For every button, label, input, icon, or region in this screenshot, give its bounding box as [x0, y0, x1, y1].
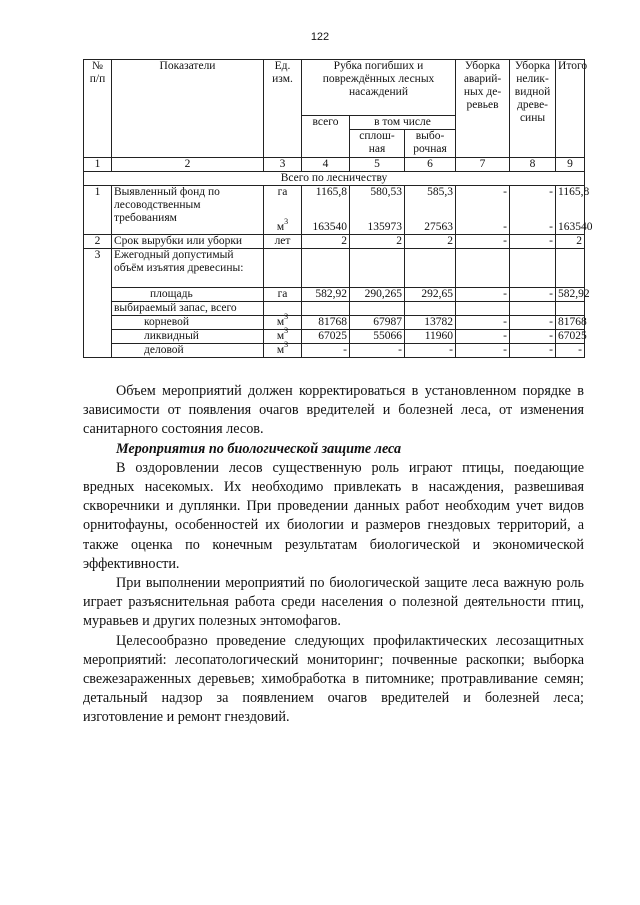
header-unit: Ед. изм.: [264, 60, 302, 158]
header-indicators: Показатели: [112, 60, 264, 158]
row-label: деловой: [112, 343, 264, 357]
table-cell: 163540: [302, 221, 350, 235]
header-selective: выбо- рочная: [405, 130, 456, 158]
paragraph: В оздоровлении лесов существенную роль играют птицы, поедающие вредных насекомых. Их необходимо привлекать в насаждения, развешивая скворечники и дуплянки. При проведении данных работ необходим учет видов орнитофауны, особенностей их биологии и размеров гнездовых территорий, а также оценка по конечным результатам биологической и экономической эффективности.: [83, 459, 584, 572]
empty-cell: [556, 301, 585, 315]
table-cell: -: [405, 343, 456, 357]
empty-cell: [405, 248, 456, 287]
table-cell: -: [510, 315, 556, 329]
table-cell: 290,265: [350, 287, 405, 301]
colnum: 5: [350, 158, 405, 172]
header-total: Итого: [556, 60, 585, 158]
unit-cell: [264, 311, 302, 329]
unit-exponent: 3: [284, 339, 289, 349]
table-cell: 11960: [405, 329, 456, 343]
unit-cell: [264, 325, 302, 343]
table-cell: 582,92: [302, 287, 350, 301]
empty-cell: [264, 248, 302, 287]
header-clear: сплош- ная: [350, 130, 405, 158]
header-incl: в том числе: [350, 116, 456, 130]
row-label: Выявленный фонд по лесоводственным требованиям: [112, 186, 264, 235]
empty-cell: [556, 248, 585, 287]
column-numbers-row: [84, 158, 585, 172]
table-cell: 1165,8: [556, 186, 585, 221]
table-cell: -: [556, 343, 585, 357]
body-text: [83, 382, 584, 728]
table-cell: 292,65: [405, 287, 456, 301]
empty-cell: [510, 301, 556, 315]
colnum: 8: [510, 158, 556, 172]
table-cell: -: [456, 221, 510, 235]
table-cell: -: [510, 186, 556, 221]
colnum: 7: [456, 158, 510, 172]
table-cell: -: [456, 343, 510, 357]
paragraph: При выполнении мероприятий по биологической защите леса важную роль играет разъяснительная работа среди населения о полезной деятельности птиц, муравьев и других полезных энтомофагов.: [83, 575, 584, 630]
table-cell: -: [510, 234, 556, 248]
table-cell: 67025: [302, 329, 350, 343]
table-cell: -: [456, 234, 510, 248]
unit-text: м: [276, 329, 285, 342]
colnum: 9: [556, 158, 585, 172]
colnum: 1: [84, 158, 112, 172]
table-cell: -: [456, 186, 510, 221]
empty-cell: [456, 248, 510, 287]
page-number: 122: [310, 31, 330, 43]
table-cell: 81768: [556, 315, 585, 329]
empty-cell: [302, 301, 350, 315]
table-cell: 2: [556, 234, 585, 248]
colnum: 2: [112, 158, 264, 172]
table-cell: -: [302, 343, 350, 357]
row-label: корневой: [112, 315, 264, 329]
table-cell: 27563: [405, 221, 456, 235]
row-num: 3: [84, 248, 112, 357]
empty-cell: [350, 248, 405, 287]
table-cell: -: [456, 287, 510, 301]
header-nonliquid: Уборка нелик-видной древе-сины: [510, 60, 556, 158]
empty-cell: [510, 248, 556, 287]
unit-exponent: 3: [284, 311, 289, 321]
table-cell: 1165,8: [302, 186, 350, 221]
row-label: Срок вырубки или уборки: [112, 234, 264, 248]
row-num: 2: [84, 234, 112, 248]
unit-text: м: [276, 315, 285, 328]
unit-text: м: [276, 220, 285, 233]
unit-cell: га: [264, 186, 302, 221]
table-cell: -: [510, 329, 556, 343]
section-title: Всего по лесничеству: [84, 172, 585, 186]
table-cell: 2: [350, 234, 405, 248]
row-label: ликвидный: [112, 329, 264, 343]
table-cell: 585,3: [405, 186, 456, 221]
paragraph: Целесообразно проведение следующих профилактических лесозащитных мероприятий: лесопатологический мониторинг; почвенные раскопки; выборка свежезараженных деревьев; химобработка в питомнике; протравливание семян; детальный надзор за появлением очагов вредителей и болезней леса; изготовление и ремонт гнездовий.: [83, 632, 584, 726]
unit-text: м: [276, 343, 285, 356]
empty-cell: [264, 301, 302, 315]
empty-cell: [302, 248, 350, 287]
section-heading: Мероприятия по биологической защите леса: [116, 440, 402, 457]
unit-cell: лет: [264, 234, 302, 248]
colnum: 3: [264, 158, 302, 172]
unit-exponent: 3: [284, 216, 289, 226]
table-cell: -: [510, 287, 556, 301]
colnum: 6: [405, 158, 456, 172]
header-all: всего: [302, 116, 350, 158]
table-cell: 580,53: [350, 186, 405, 221]
header-emergency: Уборка аварий-ных де-ревьев: [456, 60, 510, 158]
table-cell: -: [456, 329, 510, 343]
table-cell: 55066: [350, 329, 405, 343]
unit-exponent: 3: [284, 325, 289, 335]
table-cell: 67025: [556, 329, 585, 343]
row-label: площадь: [112, 287, 264, 301]
empty-cell: [350, 301, 405, 315]
table-cell: 163540: [556, 221, 585, 235]
table-cell: -: [510, 343, 556, 357]
row-label: Ежегодный допустимый объём изъятия древесины:: [112, 248, 264, 287]
empty-cell: [405, 301, 456, 315]
colnum: 4: [302, 158, 350, 172]
felling-table: [83, 59, 593, 358]
table-cell: 135973: [350, 221, 405, 235]
row-label: выбираемый запас, всего: [112, 301, 264, 315]
table-cell: 81768: [302, 315, 350, 329]
table-cell: -: [456, 315, 510, 329]
header-num: № п/п: [84, 60, 112, 158]
unit-cell: га: [264, 287, 302, 301]
table-cell: 2: [405, 234, 456, 248]
unit-cell: [264, 216, 302, 235]
unit-cell: [264, 339, 302, 357]
table-cell: 2: [302, 234, 350, 248]
table-cell: 13782: [405, 315, 456, 329]
empty-cell: [456, 301, 510, 315]
paragraph: Объем мероприятий должен корректироваться в установленном порядке в зависимости от появления очагов вредителей и болезней леса, от изменения санитарного состояния лесов.: [83, 383, 584, 438]
header-group: Рубка погибших и повреждённых лесных насаждений: [302, 60, 456, 116]
table-cell: -: [510, 221, 556, 235]
table-cell: 67987: [350, 315, 405, 329]
table-cell: -: [350, 343, 405, 357]
table-cell: 582,92: [556, 287, 585, 301]
row-num: 1: [84, 186, 112, 235]
